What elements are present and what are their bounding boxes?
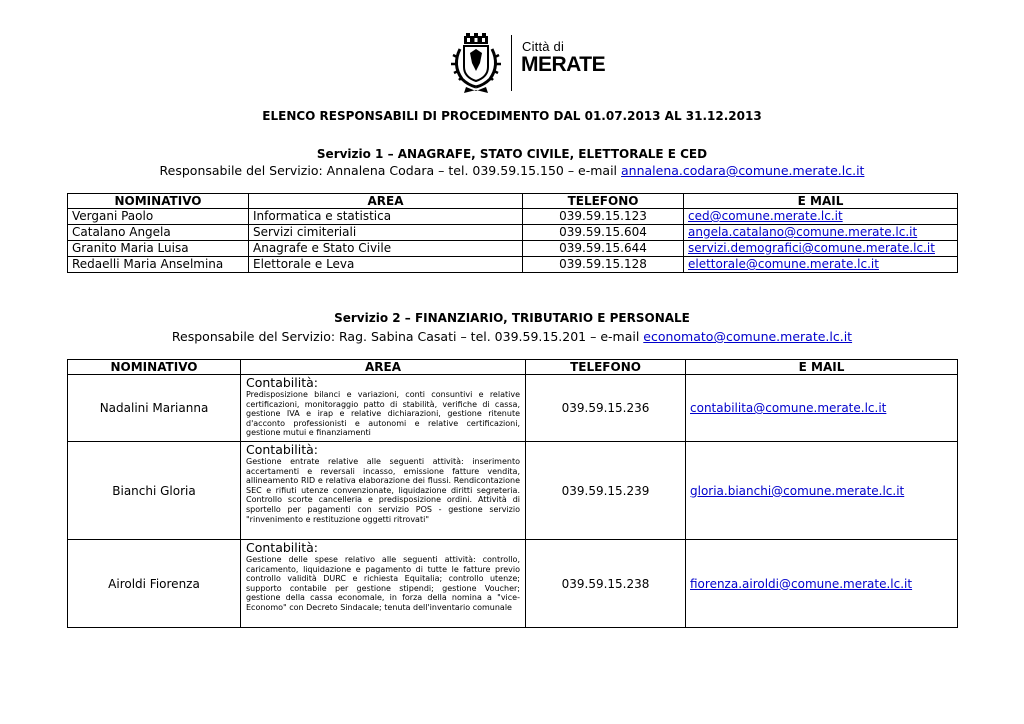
area-title: Contabilità: [246, 375, 318, 390]
area-title: Contabilità: [246, 442, 318, 457]
cell-phone: 039.59.15.604 [523, 225, 684, 241]
cell-email [684, 225, 958, 241]
service2-responsible [0, 329, 1024, 344]
cell-name: Vergani Paolo [68, 209, 249, 225]
column-header-email: E MAIL [686, 360, 958, 375]
cell-area: Elettorale e Leva [249, 257, 523, 273]
cell-phone: 039.59.15.644 [523, 241, 684, 257]
column-header-area: AREA [249, 194, 523, 209]
email-link[interactable]: servizi.demografici@comune.merate.lc.it [688, 241, 935, 255]
service1-title: Servizio 1 – ANAGRAFE, STATO CIVILE, ELETTORALE E CED [316, 147, 708, 161]
city-coat-of-arms-icon [448, 33, 504, 95]
table-row [68, 540, 958, 628]
logo-line1: Città di [522, 39, 565, 54]
cell-email [684, 257, 958, 273]
area-description: Gestione delle spese relativo alle seguenti attività: controllo, caricamento, liquidazione e pagamento di tutte le fatture previo controllo validità DURC e richiesta Equitalia; controllo utenze; supporto contabile per gestione stipendi; gestione Voucher; gestione della cassa economale, in forza della nomina a "vice-Economo" con Decreto Sindacale; tenuta dell'inventario comunale [246, 555, 520, 612]
table-header-row [68, 194, 958, 209]
table-row [68, 225, 958, 241]
cell-name: Bianchi Gloria [68, 442, 241, 540]
column-header-telefono: TELEFONO [523, 194, 684, 209]
cell-name: Redaelli Maria Anselmina [68, 257, 249, 273]
cell-name: Nadalini Marianna [68, 375, 241, 442]
cell-name: Granito Maria Luisa [68, 241, 249, 257]
cell-area: Anagrafe e Stato Civile [249, 241, 523, 257]
cell-email [686, 375, 958, 442]
table-row [68, 209, 958, 225]
email-link[interactable]: angela.catalano@comune.merate.lc.it [688, 225, 918, 239]
column-header-email: E MAIL [684, 194, 958, 209]
service1-table [67, 193, 958, 273]
email-link[interactable]: ced@comune.merate.lc.it [688, 209, 843, 223]
cell-area: Servizi cimiteriali [249, 225, 523, 241]
cell-email [686, 442, 958, 540]
cell-name: Catalano Angela [68, 225, 249, 241]
cell-email [686, 540, 958, 628]
logo-city-name: MERATE [521, 53, 606, 76]
email-link[interactable]: gloria.bianchi@comune.merate.lc.it [690, 483, 905, 498]
cell-phone: 039.59.15.128 [523, 257, 684, 273]
cell-email [684, 209, 958, 225]
cell-phone: 039.59.15.123 [523, 209, 684, 225]
email-link[interactable]: elettorale@comune.merate.lc.it [688, 257, 879, 271]
column-header-nominativo: NOMINATIVO [68, 194, 249, 209]
service1-responsible-text: Responsabile del Servizio: Annalena Codara – tel. 039.59.15.150 – e-mail [159, 163, 622, 178]
logo-divider [511, 35, 512, 91]
service2-table [67, 359, 958, 628]
service1-responsible-email-link[interactable]: annalena.codara@comune.merate.lc.it [621, 163, 865, 178]
table-header-row [68, 360, 958, 375]
cell-phone: 039.59.15.236 [526, 375, 686, 442]
email-link[interactable]: contabilita@comune.merate.lc.it [690, 401, 887, 415]
column-header-area: AREA [241, 360, 526, 375]
cell-area [241, 540, 526, 628]
email-link[interactable]: fiorenza.airoldi@comune.merate.lc.it [690, 576, 913, 591]
service2-title: Servizio 2 – FINANZIARIO, TRIBUTARIO E PERSONALE [334, 311, 690, 325]
cell-phone: 039.59.15.238 [526, 540, 686, 628]
area-description: Gestione entrate relative alle seguenti attività: inserimento accertamenti e reversali incasso, emissione fatture vendita, allineamento RID e relativa elaborazione dei flussi. Rendicontazione SEC e rifiuti utenze convenzionate, liquidazione diritti segreteria. Controllo scorte cancelleria e predisposizione ordini. Attività di sportello per pagamenti con servizio POS - gestione servizio "rinvenimento e restituzione oggetti ritrovati" [246, 457, 520, 524]
area-title: Contabilità: [246, 540, 318, 555]
table-row [68, 241, 958, 257]
cell-area [241, 375, 526, 442]
table-row [68, 257, 958, 273]
service2-responsible-text: Responsabile del Servizio: Rag. Sabina Casati – tel. 039.59.15.201 – e-mail [171, 329, 644, 344]
cell-name: Airoldi Fiorenza [68, 540, 241, 628]
service1-responsible [0, 163, 1024, 178]
cell-area: Informatica e statistica [249, 209, 523, 225]
document-title: ELENCO RESPONSABILI DI PROCEDIMENTO DAL 01.07.2013 AL 31.12.2013 [262, 109, 762, 123]
column-header-telefono: TELEFONO [526, 360, 686, 375]
cell-phone: 039.59.15.239 [526, 442, 686, 540]
city-logo [448, 33, 608, 95]
column-header-nominativo: NOMINATIVO [68, 360, 241, 375]
cell-email [684, 241, 958, 257]
cell-area [241, 442, 526, 540]
table-row [68, 442, 958, 540]
area-description: Predisposizione bilanci e variazioni, conti consuntivi e relative certificazioni, monitoraggio patto di stabilità, verifiche di cassa, gestione IVA e irap e relative dichiarazioni, gestione ritenute d'acconto professionisti e autonomi e relative certificazioni, gestione mutui e finanziamenti [246, 390, 520, 438]
table-row [68, 375, 958, 442]
service2-responsible-email-link[interactable]: economato@comune.merate.lc.it [643, 329, 853, 344]
